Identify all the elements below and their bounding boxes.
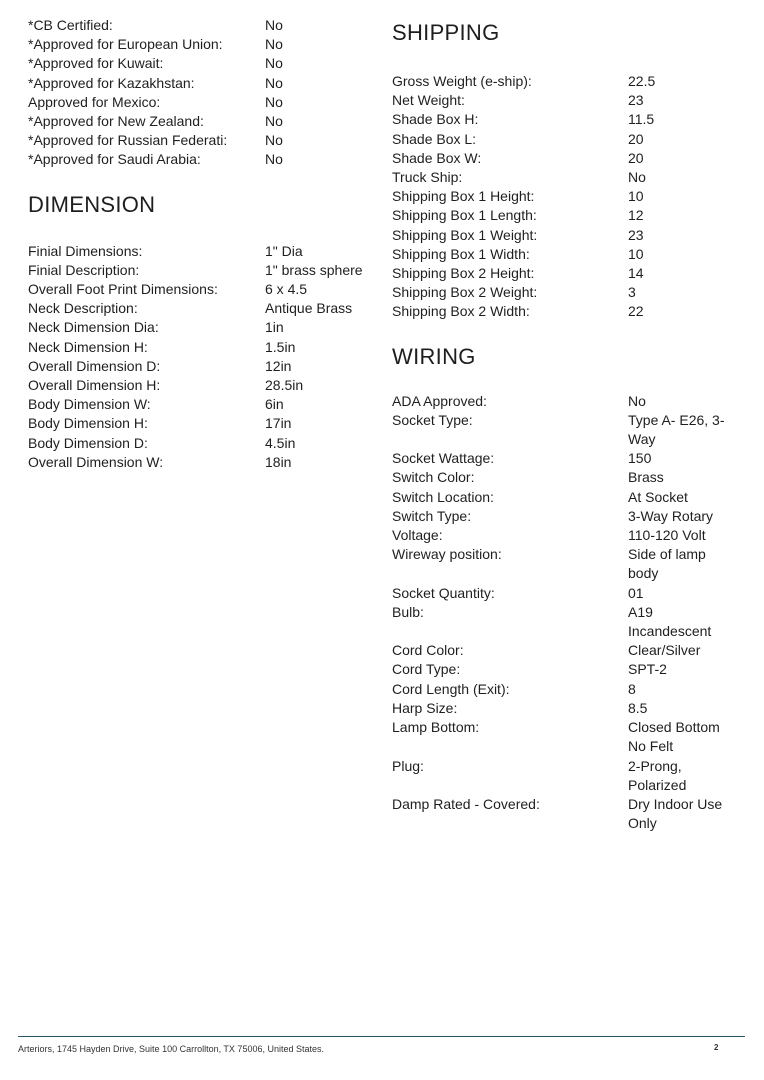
spec-value: 150 [628,450,652,467]
spec-value: 3 [628,284,636,301]
spec-label: Shipping Box 1 Height: [392,188,535,205]
dimension-row [28,299,368,318]
spec-label: Socket Wattage: [392,450,495,467]
spec-label: Overall Dimension D: [28,357,161,374]
spec-label: *Approved for Saudi Arabia: [28,151,201,168]
spec-label: Voltage: [392,527,443,544]
spec-value: No [265,36,283,53]
spec-value: 1" brass sphere [265,261,363,278]
spec-label: *Approved for Kuwait: [28,55,164,72]
shipping-row [392,264,742,283]
spec-label: Body Dimension H: [28,415,148,432]
approval-row [28,150,368,169]
wiring-row [392,584,742,603]
spec-label: Neck Description: [28,300,138,317]
dimension-row [28,357,368,376]
spec-label: *Approved for New Zealand: [28,113,204,130]
spec-value: Type A- E26, 3-Way [628,411,725,448]
spec-label: Net Weight: [392,92,465,109]
spec-label: Cord Color: [392,642,464,659]
dimension-row [28,242,368,261]
spec-label: Switch Color: [392,469,475,486]
spec-value: 22.5 [628,73,656,89]
spec-value: 23 [628,226,644,243]
wiring-row [392,507,742,526]
shipping-row [392,91,742,110]
spec-label: Wireway position: [392,546,502,563]
spec-value: 22 [628,303,644,320]
spec-value: 12 [628,207,644,224]
wiring-row [392,660,742,679]
spec-label: Cord Length (Exit): [392,680,510,697]
spec-label: Shipping Box 1 Weight: [392,226,538,243]
spec-value: Brass [628,469,664,486]
wiring-list [392,392,742,834]
footer-divider [18,1036,745,1037]
spec-value: Dry Indoor Use Only [628,795,723,832]
spec-label: Socket Type: [392,411,473,428]
spec-value: 12in [265,357,292,374]
dimension-row [28,414,368,433]
spec-label: Gross Weight (e-ship): [392,73,532,89]
approval-row [28,54,368,73]
approval-row [28,112,368,131]
wiring-row [392,641,742,660]
spec-label: Bulb: [392,603,424,620]
wiring-row [392,795,742,833]
shipping-row [392,72,742,91]
approval-row [28,131,368,150]
shipping-row [392,245,742,264]
shipping-row [392,187,742,206]
spec-value: No [265,93,283,110]
spec-label: Shipping Box 2 Weight: [392,284,538,301]
shipping-row [392,283,742,302]
shipping-heading: SHIPPING [392,20,500,45]
spec-label: Shipping Box 1 Length: [392,207,537,224]
spec-value: No [628,169,646,186]
dimension-list [28,242,368,472]
shipping-row [392,130,742,149]
wiring-row [392,526,742,545]
spec-value: 110-120 Volt [628,527,706,544]
spec-label: Harp Size: [392,699,458,716]
spec-value: 11.5 [628,111,655,128]
spec-value: Side of lamp body [628,546,706,582]
spec-value: 1.5in [265,338,296,355]
spec-value: No [265,132,283,149]
spec-value: 10 [628,188,644,205]
spec-label: Body Dimension W: [28,396,151,413]
spec-label: Shipping Box 2 Height: [392,265,535,282]
spec-label: Shipping Box 1 Width: [392,245,530,262]
spec-value: 1in [265,319,284,336]
dimension-row [28,453,368,472]
dimension-row [28,280,368,299]
spec-value: 14 [628,265,644,282]
spec-value: A19 Incandescent [628,603,712,640]
shipping-row [392,302,742,321]
spec-value: 18in [265,453,292,470]
approval-row [28,74,368,93]
spec-label: Neck Dimension H: [28,338,148,355]
wiring-row [392,468,742,487]
spec-value: No [265,17,283,33]
shipping-row [392,206,742,225]
spec-label: Shade Box L: [392,130,477,147]
footer-address: Arteriors, 1745 Hayden Drive, Suite 100 Carrollton, TX 75006, United States. [18,1044,324,1054]
wiring-row [392,757,742,795]
wiring-row [392,603,742,641]
spec-label: Truck Ship: [392,169,463,186]
spec-value: 6in [265,396,284,413]
shipping-row [392,226,742,245]
spec-value: 3-Way Rotary [628,507,714,524]
spec-value: 17in [265,415,292,432]
spec-label: Switch Type: [392,507,472,524]
spec-value: No [265,74,283,91]
dimension-row [28,434,368,453]
dimension-row [28,376,368,395]
wiring-row [392,449,742,468]
spec-label: *Approved for European Union: [28,36,223,53]
spec-label: Overall Dimension H: [28,377,161,394]
spec-value: 01 [628,584,644,601]
spec-label: Overall Dimension W: [28,453,164,470]
shipping-row [392,168,742,187]
spec-label: *Approved for Kazakhstan: [28,74,195,91]
shipping-row [392,110,742,129]
spec-value: 4.5in [265,434,296,451]
spec-value: Clear/Silver [628,642,701,659]
spec-label: Shipping Box 2 Width: [392,303,530,320]
wiring-row [392,411,742,449]
spec-value: At Socket [628,488,688,505]
approval-row [28,93,368,112]
spec-label: Body Dimension D: [28,434,148,451]
approval-row [28,35,368,54]
spec-value: 10 [628,245,644,262]
spec-value: 2-Prong, Polarized [628,757,687,793]
dimension-row [28,395,368,414]
spec-label: Plug: [392,757,424,774]
spec-label: Approved for Mexico: [28,93,161,110]
wiring-row [392,680,742,699]
spec-label: ADA Approved: [392,392,487,409]
wiring-row [392,392,742,411]
spec-value: Closed Bottom No Felt [628,719,720,755]
dimension-heading: DIMENSION [28,191,156,217]
dimension-row [28,338,368,357]
spec-value: 8.5 [628,699,648,716]
spec-value: No [628,392,646,409]
spec-value: No [265,55,283,72]
wiring-row [392,488,742,507]
spec-value: Antique Brass [265,300,353,317]
spec-value: 20 [628,130,644,147]
spec-label: Lamp Bottom: [392,719,480,736]
shipping-row [392,149,742,168]
approval-row [28,16,368,35]
wiring-row [392,699,742,718]
right-column [392,16,742,833]
left-column [28,16,368,472]
spec-value: SPT-2 [628,661,667,678]
spec-label: Shade Box W: [392,149,482,166]
spec-label: Shade Box H: [392,111,479,128]
page-number: 2 [714,1043,719,1052]
spec-label: *Approved for Russian Federati: [28,132,228,149]
spec-value: 28.5in [265,377,304,394]
spec-value: 1" Dia [265,242,303,259]
spec-label: Damp Rated - Covered: [392,795,540,812]
spec-value: 20 [628,149,644,166]
dimension-row [28,318,368,337]
wiring-heading: WIRING [392,343,476,369]
approvals-list [28,16,368,170]
spec-label: *CB Certified: [28,17,113,33]
spec-value: No [265,113,283,130]
spec-label: Socket Quantity: [392,584,495,601]
spec-label: Switch Location: [392,488,494,505]
dimension-row [28,261,368,280]
wiring-row [392,718,742,756]
spec-label: Finial Dimensions: [28,242,143,259]
wiring-row [392,545,742,583]
spec-value: No [265,151,283,168]
spec-value: 6 x 4.5 [265,281,308,298]
spec-label: Cord Type: [392,661,461,678]
spec-value: 8 [628,680,636,697]
shipping-list [392,72,742,322]
spec-label: Overall Foot Print Dimensions: [28,281,218,298]
spec-label: Finial Description: [28,261,140,278]
spec-label: Neck Dimension Dia: [28,319,159,336]
spec-value: 23 [628,92,644,109]
